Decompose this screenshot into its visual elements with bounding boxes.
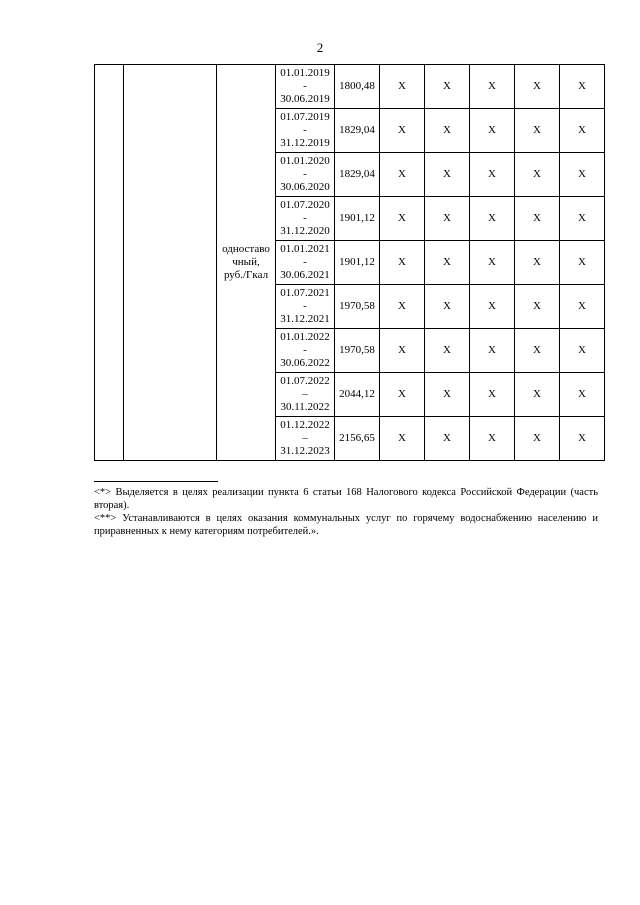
period-start: 01.01.2020 [280, 155, 330, 167]
x-mark-cell: X [380, 373, 425, 417]
period-sep: - [303, 168, 307, 180]
x-mark-cell: X [515, 373, 560, 417]
x-mark-cell: X [470, 109, 515, 153]
x-mark-cell: X [470, 417, 515, 461]
period-end: 31.12.2023 [280, 445, 330, 457]
x-mark-cell: X [380, 285, 425, 329]
x-mark-cell: X [470, 373, 515, 417]
x-mark-cell: X [425, 153, 470, 197]
period-end: 31.12.2020 [280, 225, 330, 237]
tariff-value-cell: 1901,12 [335, 197, 380, 241]
period-start: 01.01.2021 [280, 243, 330, 255]
empty-cell-col2 [124, 65, 217, 461]
x-mark-cell: X [470, 329, 515, 373]
period-end: 31.12.2021 [280, 313, 330, 325]
tariff-value-cell: 1901,12 [335, 241, 380, 285]
x-mark-cell: X [560, 153, 605, 197]
x-mark-cell: X [515, 417, 560, 461]
x-mark-cell: X [425, 417, 470, 461]
tariff-table-body [95, 65, 605, 461]
tariff-value-cell: 1829,04 [335, 109, 380, 153]
period-end: 30.06.2021 [280, 269, 330, 281]
period-start: 01.01.2019 [280, 67, 330, 79]
x-mark-cell: X [470, 197, 515, 241]
x-mark-cell: X [560, 241, 605, 285]
tariff-value-cell: 2044,12 [335, 373, 380, 417]
period-start: 01.07.2022 [280, 375, 330, 387]
x-mark-cell: X [425, 241, 470, 285]
period-end: 30.06.2020 [280, 181, 330, 193]
footnote-1: <*> Выделяется в целях реализации пункта 6 статьи 168 Налогового кодекса Российской Федерации (часть вторая). [94, 487, 598, 511]
x-mark-cell: X [515, 285, 560, 329]
x-mark-cell: X [380, 65, 425, 109]
x-mark-cell: X [425, 197, 470, 241]
x-mark-cell: X [515, 153, 560, 197]
period-sep: – [302, 388, 308, 400]
x-mark-cell: X [470, 285, 515, 329]
period-start: 01.07.2020 [280, 199, 330, 211]
x-mark-cell: X [560, 285, 605, 329]
period-end: 30.06.2019 [280, 93, 330, 105]
period-cell [276, 417, 335, 461]
footnote-2: <**> Устанавливаются в целях оказания коммунальных услуг по горячему водоснабжению населению и приравненных к нему категориям потребителей.». [94, 513, 598, 537]
x-mark-cell: X [470, 153, 515, 197]
x-mark-cell: X [425, 65, 470, 109]
period-cell [276, 285, 335, 329]
x-mark-cell: X [380, 417, 425, 461]
x-mark-cell: X [380, 109, 425, 153]
period-sep: - [303, 300, 307, 312]
x-mark-cell: X [560, 197, 605, 241]
unit-line: чный, [232, 256, 260, 268]
x-mark-cell: X [515, 241, 560, 285]
x-mark-cell: X [380, 153, 425, 197]
tariff-value-cell: 1829,04 [335, 153, 380, 197]
x-mark-cell: X [560, 329, 605, 373]
x-mark-cell: X [425, 285, 470, 329]
table-row [95, 65, 605, 109]
footnote-divider [94, 481, 218, 482]
period-start: 01.07.2019 [280, 111, 330, 123]
unit-line: одноставо [222, 243, 270, 255]
x-mark-cell: X [380, 329, 425, 373]
period-cell [276, 241, 335, 285]
page-number: 2 [316, 40, 324, 55]
period-cell [276, 153, 335, 197]
unit-line: руб./Гкал [223, 269, 269, 281]
x-mark-cell: X [560, 373, 605, 417]
period-cell [276, 109, 335, 153]
period-end: 30.06.2022 [280, 357, 330, 369]
x-mark-cell: X [380, 241, 425, 285]
x-mark-cell: X [515, 197, 560, 241]
x-mark-cell: X [560, 109, 605, 153]
period-sep: - [303, 124, 307, 136]
x-mark-cell: X [425, 373, 470, 417]
period-sep: – [302, 432, 308, 444]
tariff-value-cell: 1800,48 [335, 65, 380, 109]
x-mark-cell: X [515, 109, 560, 153]
period-sep: - [303, 256, 307, 268]
x-mark-cell: X [425, 329, 470, 373]
period-end: 31.12.2019 [280, 137, 330, 149]
period-end: 30.11.2022 [280, 401, 330, 413]
period-sep: - [303, 212, 307, 224]
unit-cell [217, 65, 276, 461]
period-cell [276, 197, 335, 241]
tariff-value-cell: 1970,58 [335, 329, 380, 373]
x-mark-cell: X [470, 65, 515, 109]
x-mark-cell: X [560, 65, 605, 109]
period-sep: - [303, 80, 307, 92]
period-start: 01.01.2022 [280, 331, 330, 343]
period-start: 01.12.2022 [280, 419, 330, 431]
x-mark-cell: X [515, 329, 560, 373]
x-mark-cell: X [515, 65, 560, 109]
period-cell [276, 65, 335, 109]
x-mark-cell: X [560, 417, 605, 461]
x-mark-cell: X [380, 197, 425, 241]
period-sep: - [303, 344, 307, 356]
tariff-value-cell: 1970,58 [335, 285, 380, 329]
period-cell [276, 329, 335, 373]
empty-cell-col1 [95, 65, 124, 461]
period-cell [276, 373, 335, 417]
period-start: 01.07.2021 [280, 287, 330, 299]
x-mark-cell: X [425, 109, 470, 153]
x-mark-cell: X [470, 241, 515, 285]
tariff-value-cell: 2156,65 [335, 417, 380, 461]
tariff-table [94, 64, 605, 461]
footnotes [94, 486, 598, 538]
